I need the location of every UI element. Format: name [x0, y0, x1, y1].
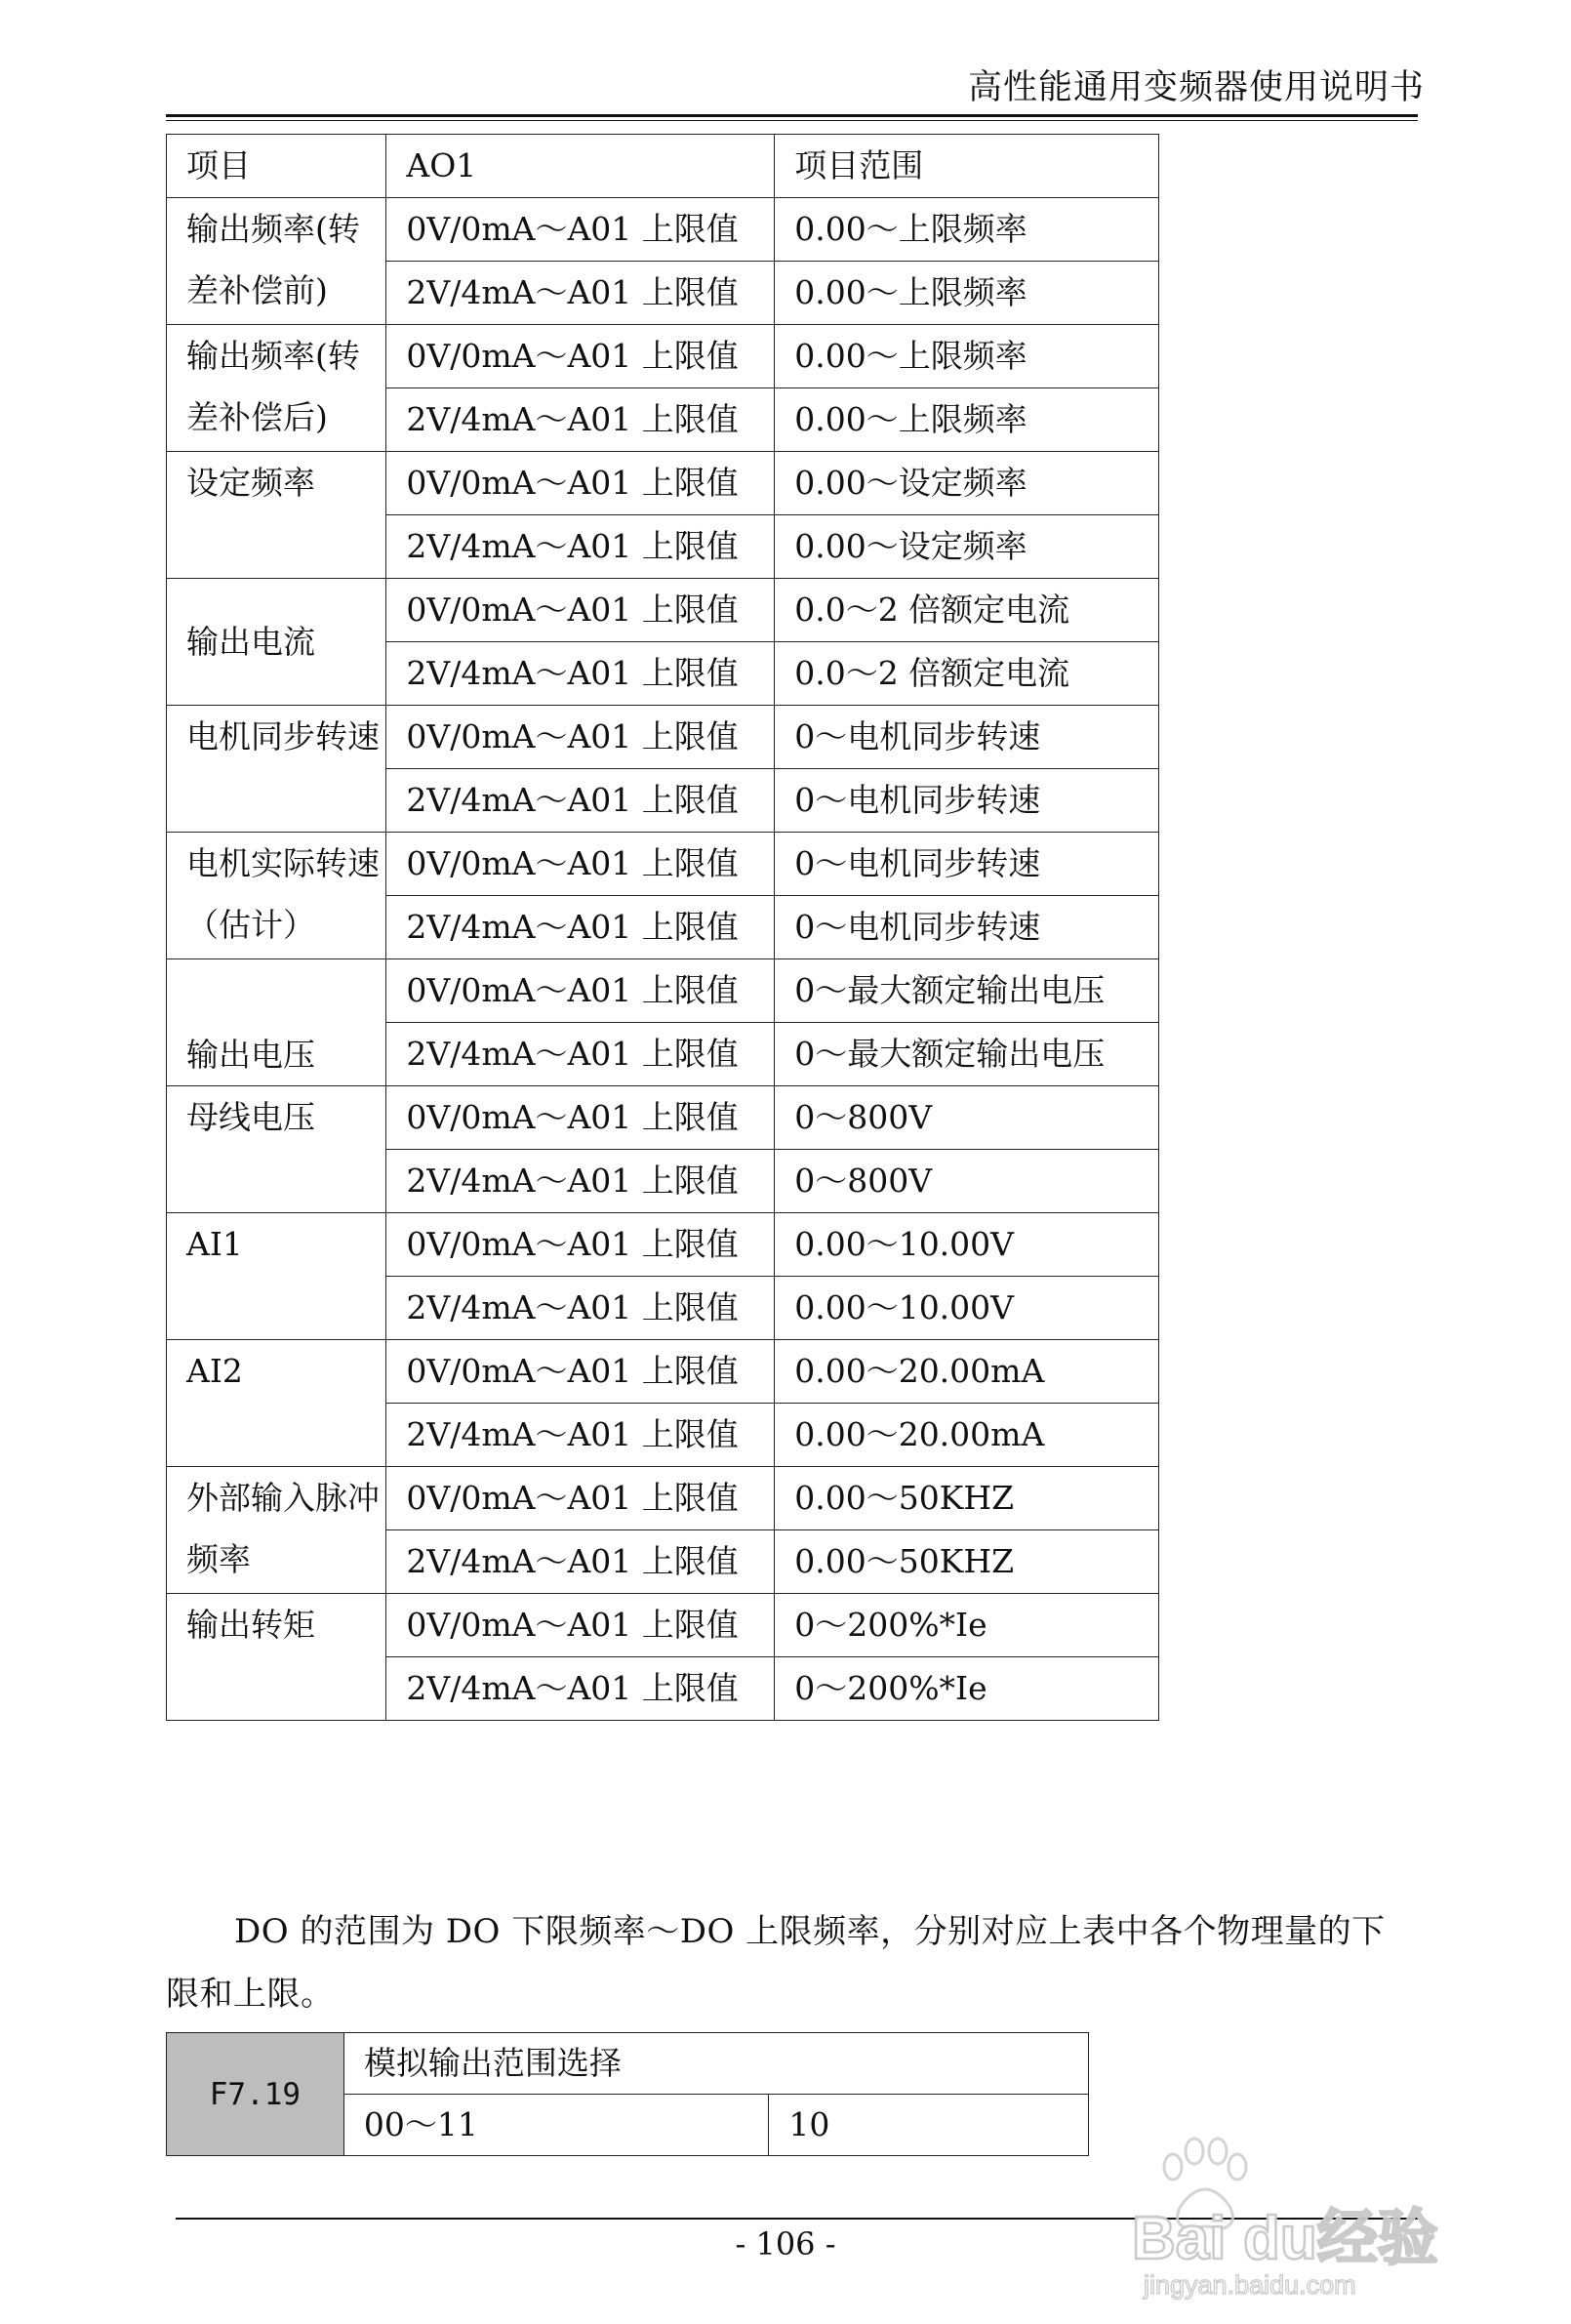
item-cell: AI2 — [167, 1340, 386, 1467]
ao1-range-cell: 2V/4mA～A01 上限值 — [386, 1023, 775, 1086]
item-range-cell: 0.00～10.00V — [775, 1277, 1159, 1340]
ao1-range-cell: 0V/0mA～A01 上限值 — [386, 325, 775, 388]
ao1-range-cell: 0V/0mA～A01 上限值 — [386, 579, 775, 642]
item-range-cell: 0.0～2 倍额定电流 — [775, 642, 1159, 706]
item-cell: 输出频率(转差补偿前) — [167, 198, 386, 325]
table-row — [167, 1213, 1159, 1277]
item-range-cell: 0.0～2 倍额定电流 — [775, 579, 1159, 642]
ao1-range-cell: 2V/4mA～A01 上限值 — [386, 515, 775, 579]
item-range-cell: 0～电机同步转速 — [775, 833, 1159, 896]
parameter-table — [166, 2032, 1089, 2156]
ao1-range-cell: 0V/0mA～A01 上限值 — [386, 1467, 775, 1530]
svg-text:jingyan.baidu.com: jingyan.baidu.com — [1144, 2270, 1356, 2300]
table-row — [167, 1594, 1159, 1657]
item-cell: 输出电压 — [167, 959, 386, 1086]
ao1-range-cell: 2V/4mA～A01 上限值 — [386, 1150, 775, 1213]
item-cell: 输出转矩 — [167, 1594, 386, 1721]
ao1-range-cell: 0V/0mA～A01 上限值 — [386, 833, 775, 896]
param-code: F7.19 — [167, 2033, 344, 2156]
ao1-range-cell: 0V/0mA～A01 上限值 — [386, 1086, 775, 1150]
item-range-cell: 0～800V — [775, 1086, 1159, 1150]
item-cell: 设定频率 — [167, 452, 386, 579]
item-range-cell: 0～最大额定输出电压 — [775, 959, 1159, 1023]
item-cell: 电机同步转速 — [167, 706, 386, 833]
page-number: - 106 - — [735, 2225, 836, 2263]
header-rule — [166, 114, 1418, 117]
header-title: 高性能通用变频器使用说明书 — [967, 68, 1425, 107]
ao1-range-cell: 0V/0mA～A01 上限值 — [386, 1213, 775, 1277]
table-row — [167, 1340, 1159, 1404]
ao1-range-cell: 0V/0mA～A01 上限值 — [386, 706, 775, 769]
ao1-range-cell: 2V/4mA～A01 上限值 — [386, 388, 775, 452]
table-row — [167, 452, 1159, 515]
table-row — [167, 325, 1159, 388]
body-paragraph: DO 的范围为 DO 下限频率～DO 上限频率，分别对应上表中各个物理量的下限和上限。 — [166, 1912, 1386, 2014]
item-range-cell: 0～200%*Ie — [775, 1657, 1159, 1721]
param-default: 10 — [769, 2095, 1089, 2156]
ao1-range-cell: 0V/0mA～A01 上限值 — [386, 452, 775, 515]
svg-text:Bai: Bai — [1132, 2205, 1227, 2272]
ao1-range-cell: 2V/4mA～A01 上限值 — [386, 642, 775, 706]
item-range-cell: 0.00～上限频率 — [775, 198, 1159, 262]
table-row — [167, 198, 1159, 262]
table-row — [167, 706, 1159, 769]
ao1-range-cell: 0V/0mA～A01 上限值 — [386, 198, 775, 262]
item-range-cell: 0.00～上限频率 — [775, 388, 1159, 452]
table-row — [167, 1467, 1159, 1530]
item-cell: 输出电流 — [167, 579, 386, 706]
param-name: 模拟输出范围选择 — [343, 2033, 1088, 2095]
header-cell-ao1: AO1 — [386, 135, 775, 198]
param-row-name — [167, 2033, 1089, 2095]
table-row — [167, 959, 1159, 1023]
ao1-range-cell: 2V/4mA～A01 上限值 — [386, 1657, 775, 1721]
item-cell: 母线电压 — [167, 1086, 386, 1213]
item-cell: AI1 — [167, 1213, 386, 1340]
ao1-range-cell: 2V/4mA～A01 上限值 — [386, 1404, 775, 1467]
table-row — [167, 579, 1159, 642]
ao1-range-cell: 2V/4mA～A01 上限值 — [386, 896, 775, 959]
item-range-cell: 0～200%*Ie — [775, 1594, 1159, 1657]
ao1-range-cell: 0V/0mA～A01 上限值 — [386, 959, 775, 1023]
ao1-range-cell: 2V/4mA～A01 上限值 — [386, 1530, 775, 1594]
item-range-cell: 0.00～20.00mA — [775, 1404, 1159, 1467]
item-range-cell: 0～800V — [775, 1150, 1159, 1213]
item-range-cell: 0～最大额定输出电压 — [775, 1023, 1159, 1086]
item-range-cell: 0.00～上限频率 — [775, 325, 1159, 388]
item-range-cell: 0～电机同步转速 — [775, 706, 1159, 769]
ao1-range-cell: 0V/0mA～A01 上限值 — [386, 1340, 775, 1404]
item-range-cell: 0.00～50KHZ — [775, 1530, 1159, 1594]
item-range-cell: 0～电机同步转速 — [775, 769, 1159, 833]
param-range: 00～11 — [343, 2095, 769, 2156]
ao1-range-table — [166, 134, 1159, 1721]
ao1-range-cell: 2V/4mA～A01 上限值 — [386, 1277, 775, 1340]
item-cell: 外部输入脉冲频率 — [167, 1467, 386, 1594]
item-range-cell: 0.00～设定频率 — [775, 515, 1159, 579]
ao1-range-cell: 0V/0mA～A01 上限值 — [386, 1594, 775, 1657]
table-row — [167, 1086, 1159, 1150]
item-range-cell: 0.00～50KHZ — [775, 1467, 1159, 1530]
header-cell-item: 项目 — [167, 135, 386, 198]
item-cell: 输出频率(转差补偿后) — [167, 325, 386, 452]
baidu-jingyan-watermark-logo — [1124, 2116, 1514, 2302]
item-cell: 电机实际转速（估计） — [167, 833, 386, 959]
header-rule-thin — [166, 120, 1418, 121]
ao1-range-cell: 2V/4mA～A01 上限值 — [386, 769, 775, 833]
ao1-range-cell: 2V/4mA～A01 上限值 — [386, 262, 775, 325]
svg-text:du经验: du经验 — [1243, 2205, 1438, 2272]
header-cell-range: 项目范围 — [775, 135, 1159, 198]
item-range-cell: 0.00～上限频率 — [775, 262, 1159, 325]
item-range-cell: 0～电机同步转速 — [775, 896, 1159, 959]
item-range-cell: 0.00～10.00V — [775, 1213, 1159, 1277]
table-row — [167, 833, 1159, 896]
item-range-cell: 0.00～20.00mA — [775, 1340, 1159, 1404]
table-header-row — [167, 135, 1159, 198]
item-range-cell: 0.00～设定频率 — [775, 452, 1159, 515]
